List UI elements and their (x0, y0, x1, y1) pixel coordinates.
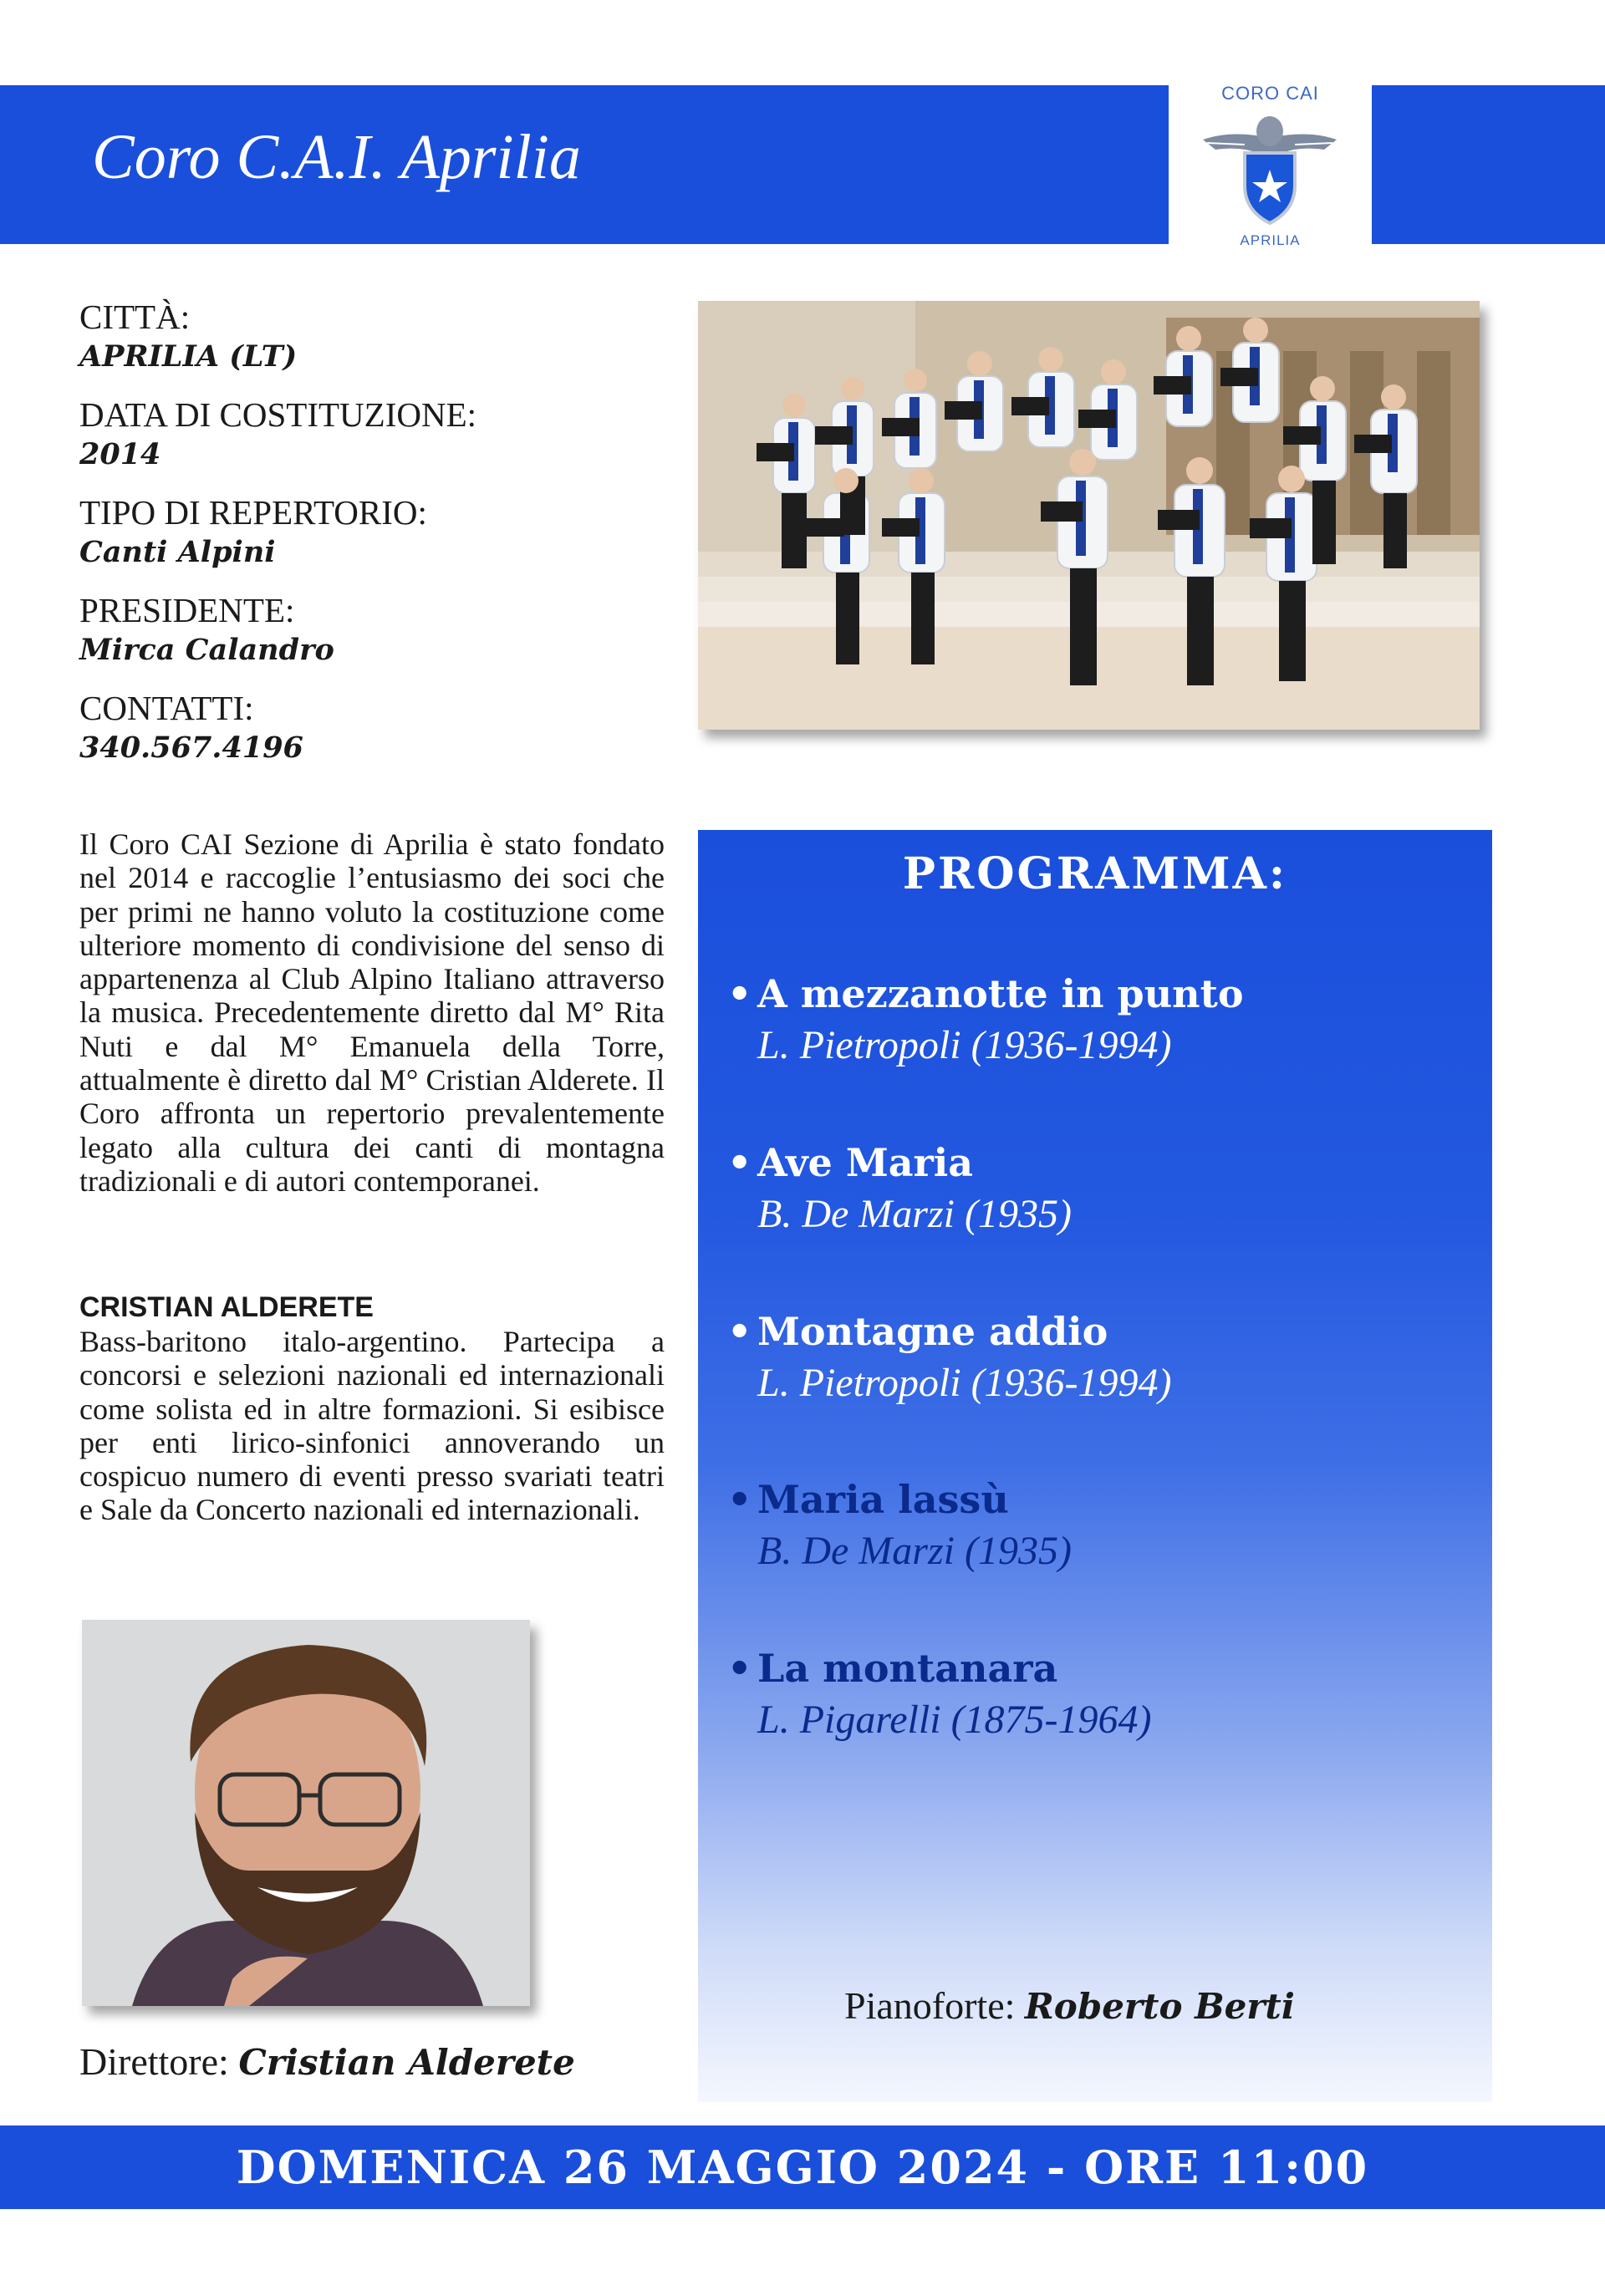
piano-name: Roberto Berti (1024, 1986, 1295, 2027)
bullet-icon: • (727, 1140, 752, 1185)
choir-description: Il Coro CAI Sezione di Aprilia è stato fondato nel 2014 e raccoglie l’entusiasmo dei soci che per primi ne hanno voluto la costituzione come ulteriore momento di condivisione del senso di appartenenza al Club Alpino Italiano attraverso la musica. Precedentemente diretto dal M° Rita Nuti e dal M° Emanuela della Torre, attualmente è diretto dal M° Cristian Alderete. Il Coro affronta un repertorio prevalentemente legato alla cultura dei canti di montagna tradizionali e di autori contemporanei. (79, 827, 665, 1198)
programme-item (727, 1137, 1072, 1240)
director-portrait (82, 1620, 530, 2006)
contacts-value: 340.567.4196 (79, 731, 303, 765)
piece-author: B. De Marzi (1935) (757, 1529, 1072, 1573)
programme-panel (698, 830, 1492, 2102)
bullet-icon: • (727, 1477, 752, 1522)
president-value: Mirca Calandro (79, 633, 334, 667)
piece-author: L. Pietropoli (1936-1994) (757, 1023, 1172, 1067)
city-label: CITTÀ: (79, 298, 191, 336)
programme-item (727, 968, 1244, 1072)
programme-title: PROGRAMMA: (902, 848, 1288, 899)
city-value: APRILIA (LT) (79, 339, 298, 374)
piece-title: La montanara (757, 1646, 1058, 1691)
choir-illustration (698, 301, 1480, 730)
repertoire-label: TIPO DI REPERTORIO: (79, 493, 427, 532)
contacts-label: CONTATTI: (79, 689, 254, 727)
bullet-icon: • (727, 1309, 752, 1354)
piece-title: Maria lassù (757, 1477, 1009, 1522)
logo-top-text: CORO CAI (1221, 83, 1319, 104)
director-name: Cristian Alderete (238, 2042, 575, 2083)
president-label: PRESIDENTE: (79, 591, 295, 629)
coro-cai-logo (1169, 71, 1372, 255)
director-label: Direttore: (79, 2040, 229, 2083)
founded-value: 2014 (79, 437, 161, 471)
bullet-icon: • (727, 971, 752, 1016)
cai-eagle-shield-icon (1199, 106, 1341, 232)
piece-author: L. Pigarelli (1875-1964) (757, 1698, 1152, 1742)
piece-author: L. Pietropoli (1936-1994) (757, 1361, 1172, 1405)
piece-author: B. De Marzi (1935) (757, 1192, 1072, 1236)
portrait-illustration (82, 1620, 530, 2006)
info-block (79, 297, 665, 786)
piano-label: Pianoforte: (844, 1984, 1016, 2027)
bio-heading: CRISTIAN ALDERETE (79, 1291, 374, 1323)
event-date-banner: DOMENICA 26 MAGGIO 2024 - ORE 11:00 (0, 2125, 1605, 2209)
programme-item (727, 1642, 1152, 1746)
piano-line (844, 1983, 1295, 2028)
choir-photo (698, 301, 1480, 730)
bullet-icon: • (727, 1646, 752, 1691)
repertoire-value: Canti Alpini (79, 535, 276, 569)
bio-text: Bass-baritono italo-argentino. Partecipa a concorsi e selezioni nazionali ed internazionali come solista ed in altre formazioni. Si esibisce per enti lirico-sinfonici annoverando un cospicuo numero di eventi presso svariati teatri e Sale da Concerto nazionali ed internazionali. (79, 1325, 665, 1527)
founded-label: DATA DI COSTITUZIONE: (79, 395, 477, 434)
piece-title: A mezzanotte in punto (757, 971, 1244, 1016)
programme-item (727, 1474, 1072, 1577)
piece-title: Montagne addio (757, 1309, 1108, 1354)
logo-bottom-text: APRILIA (1240, 232, 1301, 248)
header-band-right (1372, 85, 1605, 244)
page-title: Coro C.A.I. Aprilia (92, 122, 581, 192)
programme-item (727, 1306, 1172, 1409)
director-line (79, 2039, 575, 2084)
piece-title: Ave Maria (757, 1140, 974, 1185)
